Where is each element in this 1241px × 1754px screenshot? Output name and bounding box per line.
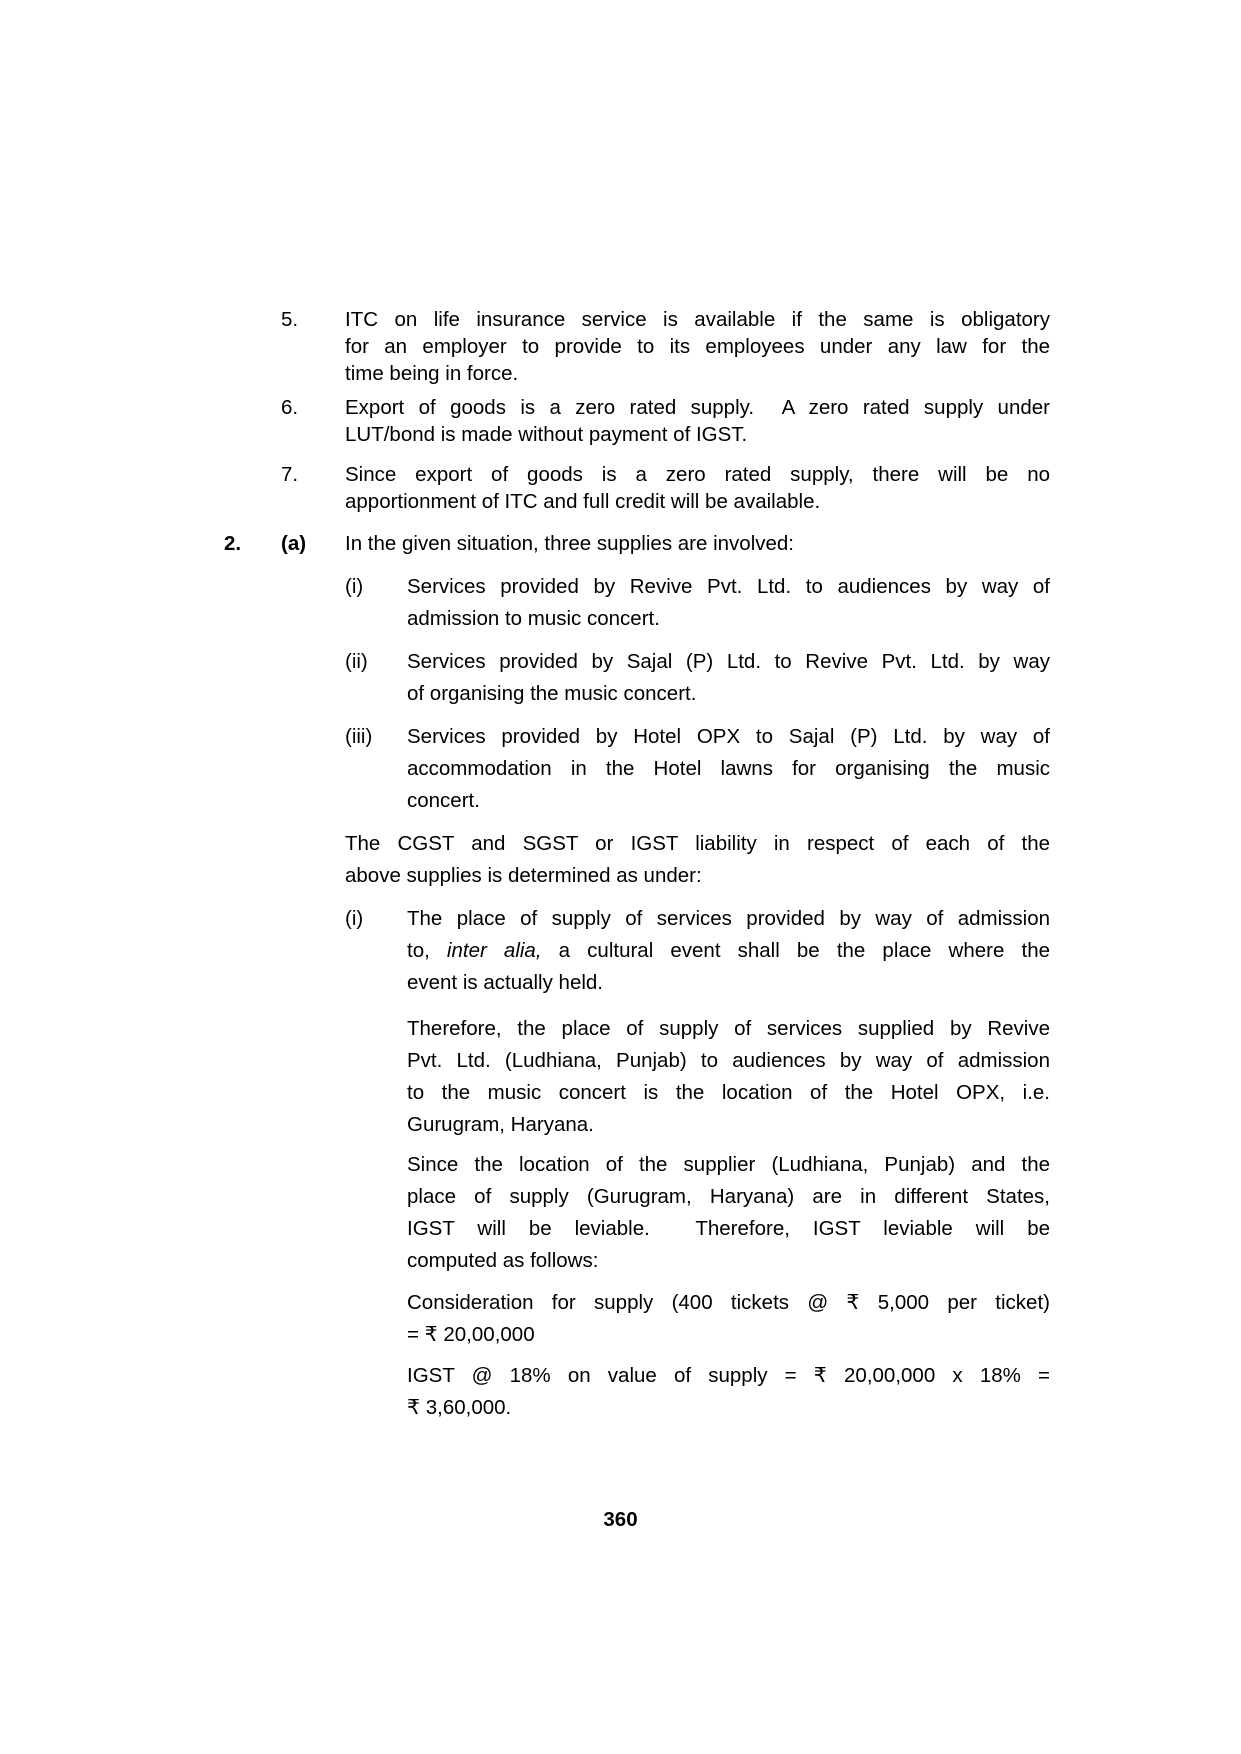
- text-line: Gurugram, Haryana.: [407, 1113, 594, 1136]
- list-item-number: 5.: [281, 308, 299, 331]
- sub-item-marker: (ii): [345, 650, 368, 673]
- text-line: The CGST and SGST or IGST liability in respect of each of the: [345, 832, 1050, 855]
- sub-item-text: [407, 571, 1050, 635]
- text-line: The place of supply of services provided by way of admission: [407, 907, 1050, 930]
- text-line: Services provided by Hotel OPX to Sajal (P) Ltd. by way of: [407, 725, 1050, 748]
- since-location-paragraph: [407, 1149, 1050, 1277]
- text-line: above supplies is determined as under:: [345, 864, 702, 887]
- text-line: apportionment of ITC and full credit will be available.: [345, 490, 821, 513]
- list-item-number: 6.: [281, 396, 299, 419]
- text-line: place of supply (Gurugram, Haryana) are in different States,: [407, 1185, 1050, 1208]
- text-segment: to,: [407, 939, 447, 962]
- text-line: Export of goods is a zero rated supply. A zero rated supply under: [345, 396, 1050, 419]
- sub-item-text: [407, 646, 1050, 710]
- text-line: Services provided by Sajal (P) Ltd. to Revive Pvt. Ltd. by way: [407, 650, 1050, 673]
- text-line: of organising the music concert.: [407, 682, 697, 705]
- text-line: IGST will be leviable. Therefore, IGST leviable will be: [407, 1217, 1050, 1240]
- text-line: time being in force.: [345, 362, 519, 385]
- text-line: concert.: [407, 789, 480, 812]
- text-line: ITC on life insurance service is available if the same is obligatory: [345, 308, 1050, 331]
- question-number: 2.: [224, 532, 242, 555]
- text-line: In the given situation, three supplies are involved:: [345, 532, 794, 555]
- text-line: Therefore, the place of supply of services supplied by Revive: [407, 1017, 1050, 1040]
- text-line: = ₹ 20,00,000: [407, 1323, 535, 1346]
- text-line: accommodation in the Hotel lawns for organising the music: [407, 757, 1050, 780]
- text-segment: a cultural event shall be the place where the: [541, 939, 1050, 962]
- list-item-text: [345, 394, 1050, 448]
- text-line: LUT/bond is made without payment of IGST.: [345, 423, 748, 446]
- text-line: admission to music concert.: [407, 607, 660, 630]
- sub-item-marker: (i): [345, 907, 364, 930]
- list-item-text: [345, 306, 1050, 387]
- consideration-paragraph: [407, 1287, 1050, 1351]
- text-line: Since the location of the supplier (Ludhiana, Punjab) and the: [407, 1153, 1050, 1176]
- text-line: IGST @ 18% on value of supply = ₹ 20,00,000 x 18% =: [407, 1364, 1050, 1387]
- sub-item-text: [407, 721, 1050, 817]
- sub-item-marker: (i): [345, 575, 364, 598]
- text-line: Pvt. Ltd. (Ludhiana, Punjab) to audiences by way of admission: [407, 1049, 1050, 1072]
- italic-phrase: inter alia,: [446, 939, 542, 962]
- therefore-paragraph: [407, 1013, 1050, 1141]
- text-line: ₹ 3,60,000.: [407, 1396, 512, 1419]
- igst-computation-paragraph: [407, 1360, 1050, 1424]
- text-line: Consideration for supply (400 tickets @ ₹ 5,000 per ticket): [407, 1291, 1050, 1314]
- answer-intro: [345, 530, 1050, 557]
- text-line: for an employer to provide to its employees under any law for the: [345, 335, 1050, 358]
- page-number: 360: [603, 1508, 638, 1531]
- list-item-text: [345, 461, 1050, 515]
- text-line: Since export of goods is a zero rated supply, there will be no: [345, 463, 1050, 486]
- liability-intro-paragraph: [345, 828, 1050, 892]
- text-line: [407, 935, 1050, 967]
- list-item-number: 7.: [281, 463, 299, 486]
- text-line: to the music concert is the location of the Hotel OPX, i.e.: [407, 1081, 1050, 1104]
- text-line: event is actually held.: [407, 971, 604, 994]
- text-line: computed as follows:: [407, 1249, 599, 1272]
- question-part-label: (a): [281, 532, 307, 555]
- sub-item-marker: (iii): [345, 725, 373, 748]
- place-of-supply-paragraph: [407, 903, 1050, 999]
- text-line: Services provided by Revive Pvt. Ltd. to audiences by way of: [407, 575, 1050, 598]
